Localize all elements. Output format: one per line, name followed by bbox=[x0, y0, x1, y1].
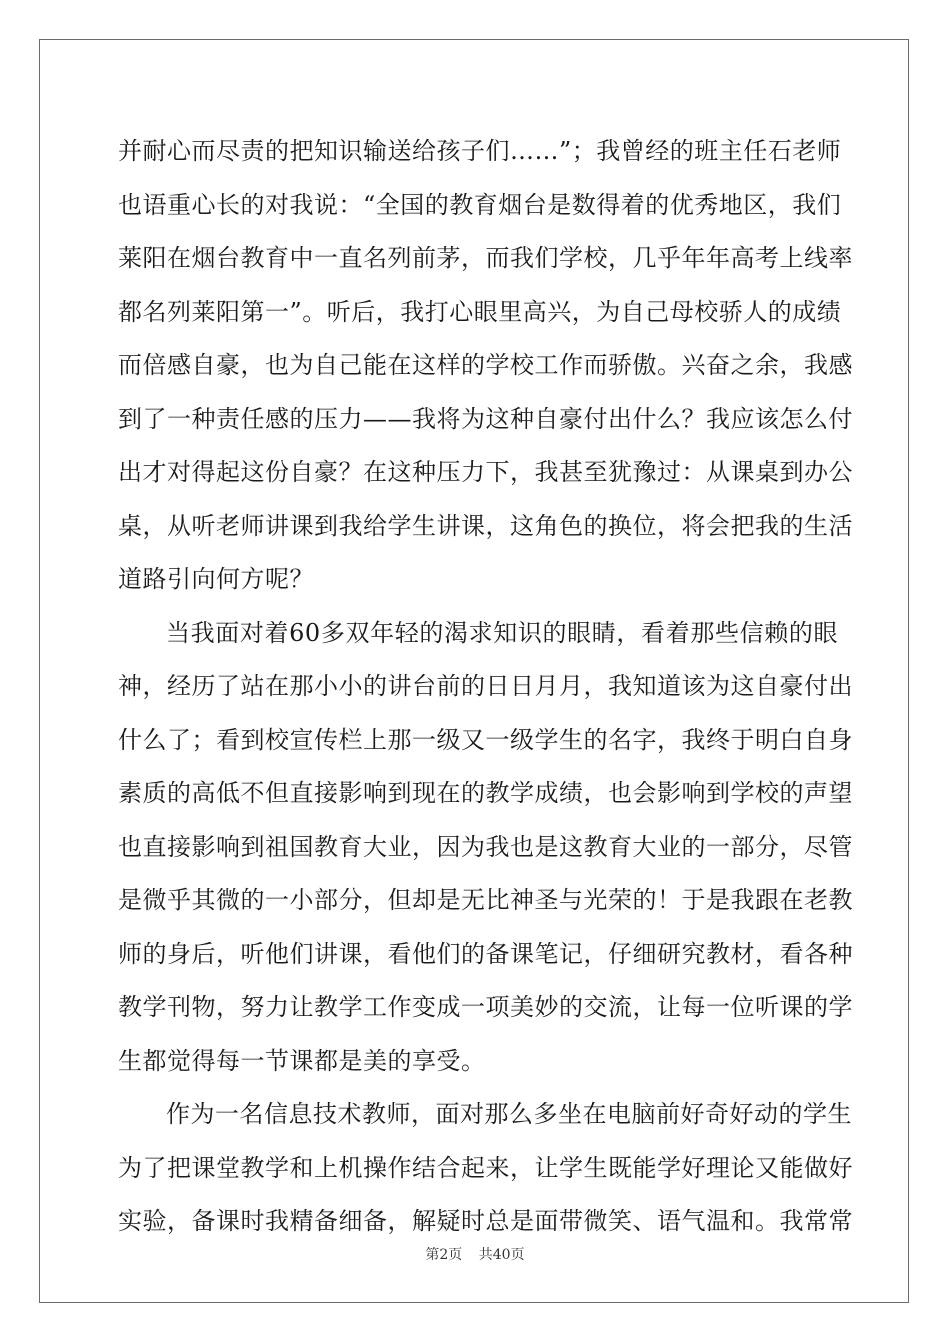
text-line: 而倍感自豪，也为自己能在这样的学校工作而骄傲。兴奋之余，我感 bbox=[118, 351, 853, 379]
text-line: 为了把课堂教学和上机操作结合起来，让学生既能学好理论又能做好 bbox=[118, 1153, 853, 1182]
paragraph-1 bbox=[118, 125, 853, 607]
text-line: 当我面对着60多双年轻的渴求知识的眼睛，看着那些信赖的眼 bbox=[166, 618, 838, 647]
page-footer bbox=[0, 1244, 950, 1264]
text-line: 生都觉得每一节课都是美的享受。 bbox=[118, 1046, 486, 1075]
text-line: 道路引向何方呢？ bbox=[118, 565, 314, 593]
document-body bbox=[118, 125, 853, 1249]
text-line: 并耐心而尽责的把知识输送给孩子们……”；我曾经的班主任石老师 bbox=[118, 137, 842, 165]
text-line: 素质的高低不但直接影响到现在的教学成绩，也会影响到学校的声望 bbox=[118, 779, 853, 807]
page-number: 第2页 bbox=[425, 1247, 463, 1263]
text-line: 也语重心长的对我说：“全国的教育烟台是数得着的优秀地区，我们 bbox=[118, 190, 842, 219]
text-line: 莱阳在烟台教育中一直名列前茅，而我们学校，几乎年年高考上线率 bbox=[118, 244, 853, 272]
paragraph-2 bbox=[118, 607, 853, 1089]
text-line: 作为一名信息技术教师，面对那么多坐在电脑前好奇好动的学生 bbox=[166, 1100, 852, 1128]
text-line: 都名列莱阳第一”。听后，我打心眼里高兴，为自己母校骄人的成绩 bbox=[118, 297, 842, 326]
text-line: 师的身后，听他们讲课，看他们的备课笔记，仔细研究教材，看各种 bbox=[118, 939, 853, 968]
text-line: 什么了；看到校宣传栏上那一级又一级学生的名字，我终于明白自身 bbox=[118, 725, 853, 754]
text-line: 神，经历了站在那小小的讲台前的日日月月，我知道该为这自豪付出 bbox=[118, 672, 853, 700]
text-line: 到了一种责任感的压力——我将为这种自豪付出什么？我应该怎么付 bbox=[118, 404, 853, 433]
text-line: 是微乎其微的一小部分，但却是无比神圣与光荣的！于是我跟在老教 bbox=[118, 886, 853, 914]
text-line: 也直接影响到祖国教育大业，因为我也是这教育大业的一部分，尽管 bbox=[118, 832, 853, 861]
text-line: 实验，备课时我精备细备，解疑时总是面带微笑、语气温和。我常常 bbox=[118, 1207, 853, 1235]
paragraph-3 bbox=[118, 1088, 853, 1249]
text-line: 桌，从听老师讲课到我给学生讲课，这角色的换位，将会把我的生活 bbox=[118, 511, 853, 540]
text-line: 出才对得起这份自豪？在这种压力下，我甚至犹豫过：从课桌到办公 bbox=[118, 458, 853, 486]
text-line: 教学刊物，努力让教学工作变成一项美妙的交流，让每一位听课的学 bbox=[118, 993, 853, 1021]
page-total: 共40页 bbox=[478, 1247, 525, 1263]
